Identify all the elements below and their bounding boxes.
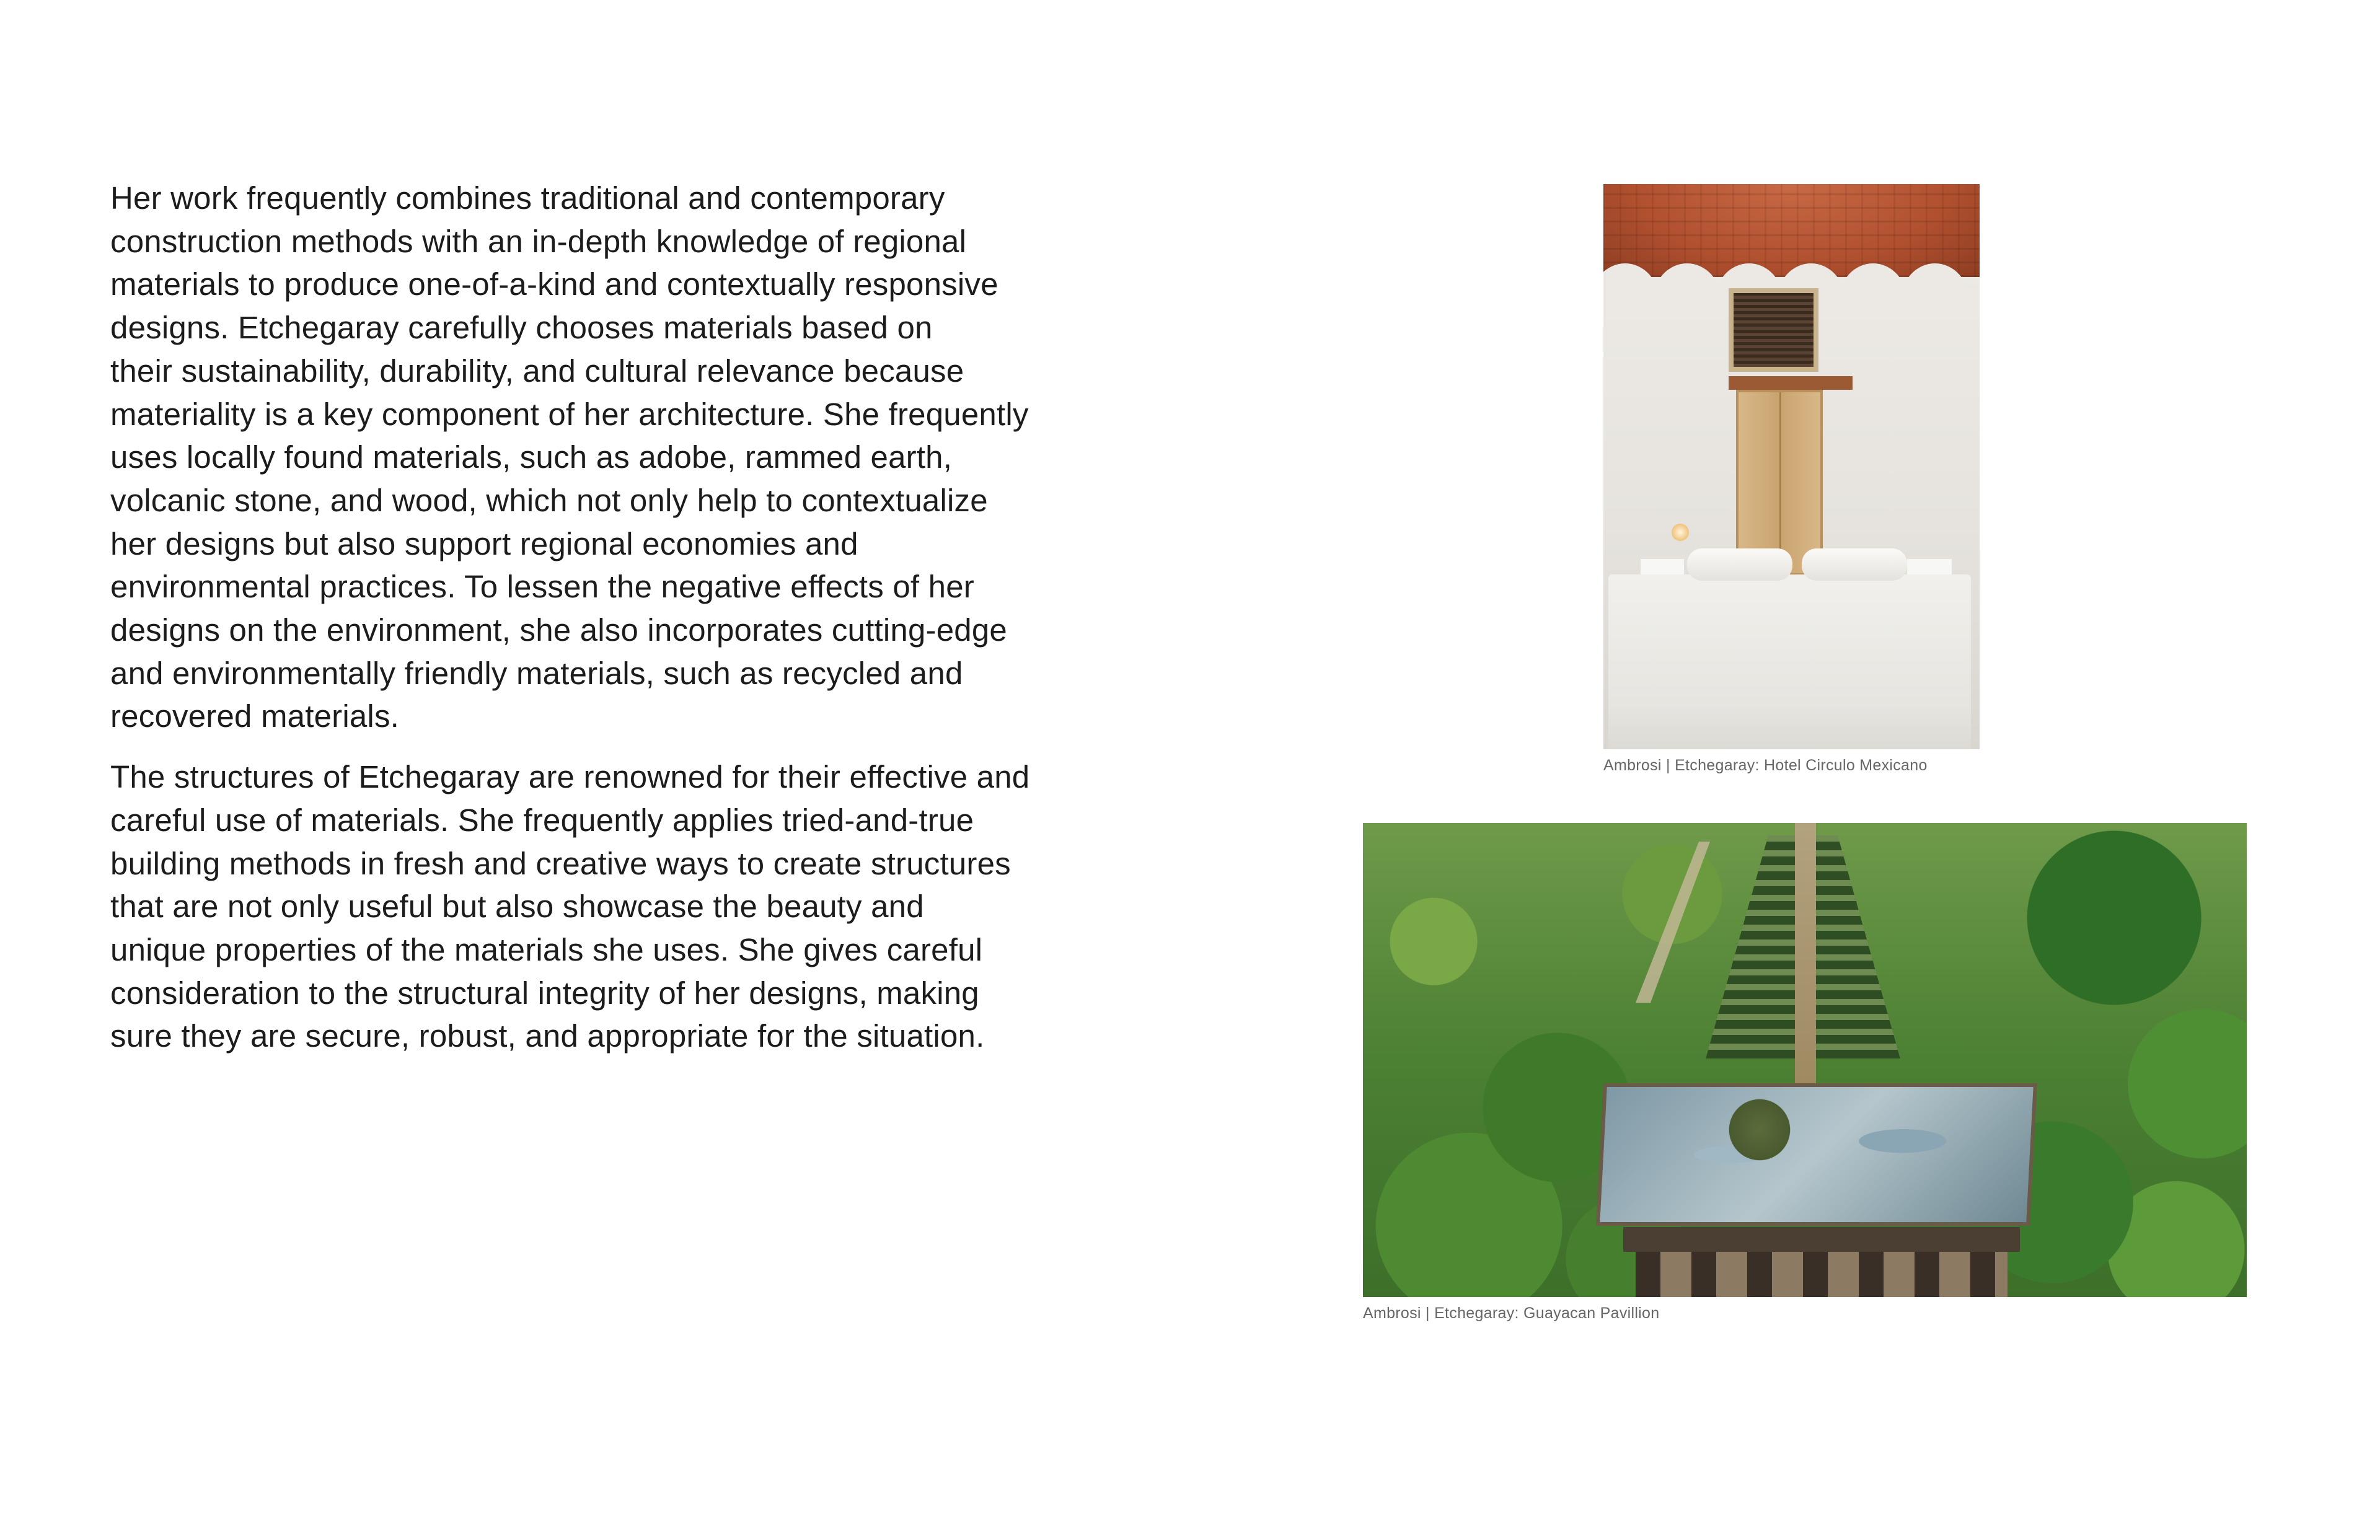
paragraph-materials: Her work frequently combines traditional and contemporary construction methods with an in-depth knowledge of regional materials to produce one-of-a-kind and contextually responsive designs. Etchegaray carefully chooses materials based on their sustainability, durability, and cultural relevance because materiality is a key component of her architecture. She frequently uses locally found materials, such as adobe, rammed earth, volcanic stone, and wood, which not only help to contextualize her designs but also support regional economies and environmental practices. To lessen the negative effects of her designs on the environment, she also incorporates cutting-edge and environmentally friendly materials, such as recycled and recovered materials. [110, 180, 1029, 734]
figure-guayacan-pavillion [1363, 823, 2247, 1322]
figure-hotel-circulo-mexicano [1603, 184, 1980, 775]
caption-bedroom: Ambrosi | Etchegaray: Hotel Circulo Mexicano [1603, 757, 1928, 774]
article-body [110, 177, 1114, 1075]
paragraph-structures: The structures of Etchegaray are renowned for their effective and careful use of materials. She frequently applies tried-and-true building methods in fresh and creative ways to create structures that are not only useful but also showcase the beauty and unique properties of the materials she uses. She gives careful consideration to the structural integrity of her designs, making sure they are secure, robust, and appropriate for the situation. [110, 759, 1030, 1054]
pavilion-photo [1363, 823, 2247, 1297]
bedroom-photo [1603, 184, 1980, 749]
caption-pavilion: Ambrosi | Etchegaray: Guayacan Pavillion [1363, 1305, 1660, 1322]
